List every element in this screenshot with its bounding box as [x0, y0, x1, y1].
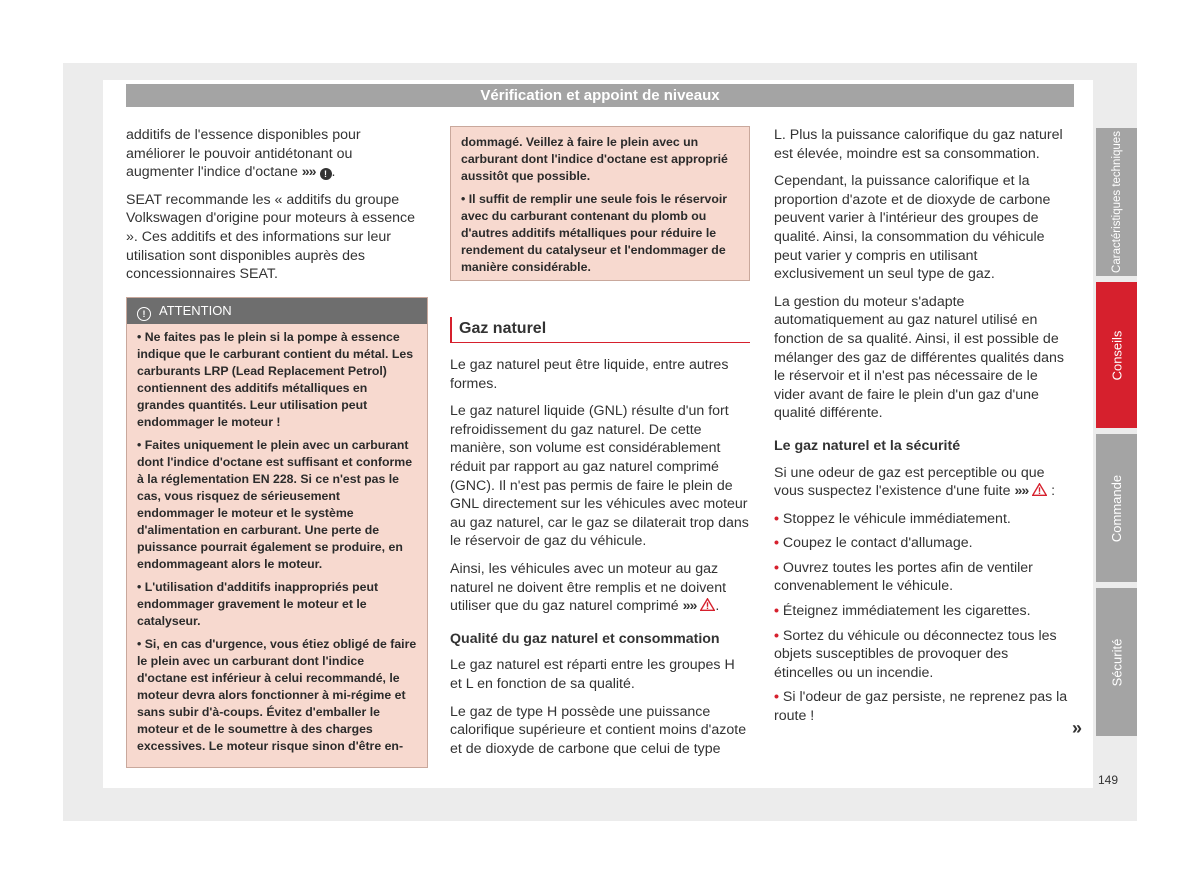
bullet-dot-icon: •: [774, 559, 779, 576]
attention-item: dommagé. Veillez à faire le plein avec un carburant dont l'indice d'octane est approprié aussitôt que possible.: [461, 135, 728, 183]
attention-item: • L'utilisation d'additifs inappropriés peut endommager gravement le moteur et le catalyseur.: [137, 580, 379, 628]
col1-paragraph-1: additifs de l'essence disponibles pour améliorer le pouvoir antidétonant ou augmenter l'indice d'octane »» ! .: [126, 127, 361, 181]
list-item: • Si l'odeur de gaz persiste, ne reprenez pas la route !: [774, 689, 1068, 725]
col2-paragraph-1: Le gaz naturel peut être liquide, entre autres formes.: [450, 357, 729, 392]
list-item: • Sortez du véhicule ou déconnectez tous les objets susceptibles de provoquer des étincelles ou un incendie.: [774, 627, 1057, 681]
column-3: [774, 126, 1070, 732]
bullet-dot-icon: •: [774, 603, 779, 620]
col3-paragraph-1: L. Plus la puissance calorifique du gaz naturel est élevée, moindre est sa consommation.: [774, 127, 1063, 162]
list-item: • Stoppez le véhicule immédiatement.: [774, 510, 1011, 527]
safety-bullet-list: [774, 510, 1070, 726]
list-item: • Ouvrez toutes les portes afin de ventiler convenablement le véhicule.: [774, 559, 1033, 595]
warning-triangle-icon: [700, 598, 715, 611]
side-tab-commande[interactable]: Commande: [1096, 434, 1137, 582]
page-number: 149: [1098, 773, 1119, 787]
attention-box: [126, 297, 428, 768]
attention-body: [127, 324, 427, 755]
info-circle-icon: !: [320, 168, 332, 180]
col2-subheading: Qualité du gaz naturel et consommation: [450, 630, 720, 647]
reference-arrows: »»: [682, 598, 697, 615]
col3-subheading: Le gaz naturel et la sécurité: [774, 437, 961, 454]
col1-paragraph-2: SEAT recommande les « additifs du groupe Volkswagen d'origine pour moteurs à essence ». Ces additifs et des informations sur leur utilisation sont disponibles auprès des concessionnaires SEAT.: [126, 191, 415, 283]
bullet-dot-icon: •: [774, 689, 779, 706]
column-1: [126, 126, 422, 293]
list-item: • Coupez le contact d'allumage.: [774, 535, 973, 552]
attention-box-continued: [450, 126, 750, 281]
attention-item: • Il suffit de remplir une seule fois le réservoir avec du carburant contenant du plomb ou d'autres additifs métalliques pour réduire le rendement du catalyseur et l'endommager de manière considérable.: [461, 192, 728, 274]
attention-icon: !: [137, 307, 151, 321]
col3-paragraph-3: La gestion du moteur s'adapte automatiquement au gaz naturel utilisé en fonction de sa qualité. Ainsi, il est possible de mélanger des gaz de différentes qualités dans le réservoir et il n'est pas nécessaire de le vider avant de faire le plein d'un gaz d'une qualité différente.: [774, 293, 1064, 422]
side-tab-conseils[interactable]: Conseils: [1096, 282, 1137, 428]
col2-paragraph-5: Le gaz de type H possède une puissance calorifique supérieure et contient moins d'azote et de dioxyde de carbone que celui de type: [450, 703, 747, 757]
section-title-gaz-naturel: Gaz naturel: [450, 317, 750, 343]
side-tab-securite[interactable]: Sécurité: [1096, 588, 1137, 736]
reference-arrows: »»: [301, 164, 316, 181]
col2-paragraph-2: Le gaz naturel liquide (GNL) résulte d'un fort refroidissement du gaz naturel. De cette manière, son volume est considérablement réduit par rapport au gaz naturel comprimé (GNC). Il n'est pas permis de faire le plein de GNL directement sur les véhicules avec moteur au gaz naturel, car le gaz se dilaterait trop dans le réservoir de gaz du véhicule.: [450, 403, 749, 550]
list-item: • Éteignez immédiatement les cigarettes.: [774, 603, 1031, 620]
col3-paragraph-4: Si une odeur de gaz est perceptible ou que vous suspectez l'existence d'une fuite »» :: [774, 464, 1056, 500]
side-tab-caracteristiques-techniques[interactable]: Caractéristiques techniques: [1096, 128, 1137, 276]
continue-arrow-icon: »: [1072, 718, 1083, 738]
bullet-dot-icon: •: [774, 627, 779, 644]
column-2: [450, 356, 750, 767]
attention-item: • Ne faites pas le plein si la pompe à essence indique que le carburant contient du métal. Les carburants LRP (Lead Replacement Petrol) contiennent des additifs métalliques en grandes quantités. Leur utilisation peut endommager le moteur !: [137, 330, 414, 429]
bullet-dot-icon: •: [774, 510, 779, 527]
page-header-title: Vérification et appoint de niveaux: [126, 84, 1074, 107]
col2-paragraph-3: Ainsi, les véhicules avec un moteur au gaz naturel ne doivent être remplis et ne doivent utiliser que du gaz naturel comprimé »» .: [450, 560, 727, 615]
bullet-dot-icon: •: [774, 535, 779, 552]
reference-arrows: »»: [1014, 483, 1029, 500]
warning-triangle-icon: [1032, 483, 1047, 496]
attention-body-continued: [451, 127, 749, 276]
col3-paragraph-2: Cependant, la puissance calorifique et la proportion d'azote et de dioxyde de carbone peuvent varier à l'intérieur des groupes de qualité. Ainsi, la consommation du véhicule peut varier y compris en utilisant exclusivement un seul type de gaz.: [774, 173, 1051, 283]
col2-paragraph-4: Le gaz naturel est réparti entre les groupes H et L en fonction de sa qualité.: [450, 657, 735, 692]
attention-item: • Faites uniquement le plein avec un carburant dont l'indice d'octane est suffisant et conforme à la réglementation EN 228. Si ce n'est pas le cas, vous risquez de sérieusement endommager le moteur et le système d'alimentation en carburant. Une perte de puissance pourrait également se produire, en endommageant alors le moteur.: [137, 438, 413, 571]
attention-item: • Si, en cas d'urgence, vous étiez obligé de faire le plein avec un carburant dont l'indice d'octane est inférieur à celui recommandé, le moteur devra alors fonctionner à mi-régime et sans subir d'à-coups. Évitez d'emballer le moteur et de le soumettre à des charges excessives. Le moteur risque sinon d'être en-: [137, 637, 417, 753]
attention-header: ! ATTENTION: [127, 298, 427, 324]
